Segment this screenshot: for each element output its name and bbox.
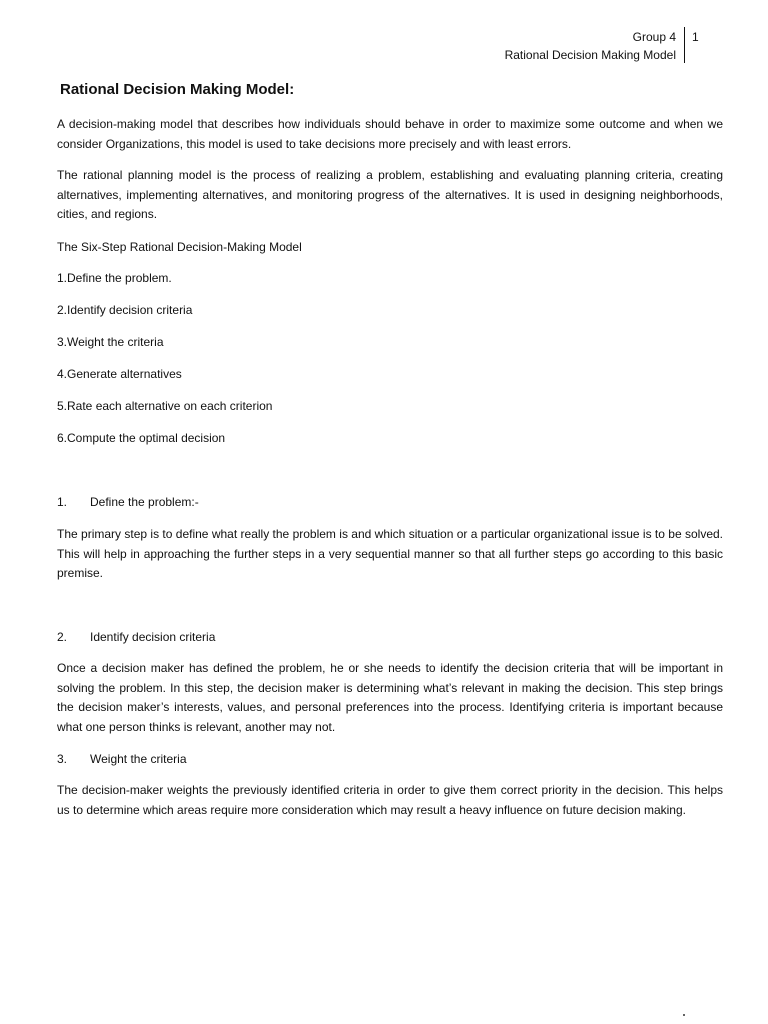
paragraph-text: The rational planning model is the process of realizing a problem, establishing and evaluating planning criteria, creating alternatives, implementing alternatives, and monitoring progress of the alternatives. It is used in designing neighborhoods, cities, and regions.	[57, 168, 723, 221]
step-item: 3.Weight the criteria	[57, 335, 164, 349]
section-heading	[57, 750, 187, 768]
page-number: 1	[692, 30, 699, 44]
paragraph-text: The primary step is to define what really the problem is and which situation or a particular organizational issue is to be solved. This will help in approaching the further steps in a very sequential manner so that all further steps go according to this basic premise.	[57, 527, 723, 580]
section-heading	[57, 493, 199, 511]
intro-paragraph-1	[57, 115, 723, 154]
paragraph-text: The decision-maker weights the previously identified criteria in order to give them correct priority in the decision. This helps us to determine which areas require more consideration which may result a heavy influence on future decision making.	[57, 783, 723, 817]
paragraph-text: Once a decision maker has defined the problem, he or she needs to identify the decision criteria that will be important in solving the problem. In this step, the decision maker is determining what’s relevant in making the decision. This step brings the decision maker’s interests, values, and personal preferences into the process. Identifying criteria is important because what one person thinks is relevant, another may not.	[57, 661, 723, 734]
header-subtitle: Rational Decision Making Model	[504, 48, 676, 62]
header-group: Group 4	[632, 30, 676, 44]
section-paragraph	[57, 659, 723, 737]
section-heading	[57, 628, 215, 646]
page-title: Rational Decision Making Model:	[60, 81, 295, 98]
step-item: 5.Rate each alternative on each criterion	[57, 399, 273, 413]
section-number: 3.	[57, 752, 68, 766]
section-paragraph	[57, 525, 723, 584]
step-item: 6.Compute the optimal decision	[57, 431, 226, 445]
stray-mark	[683, 1014, 685, 1016]
intro-paragraph-2	[57, 166, 723, 225]
paragraph-text: A decision-making model that describes how individuals should behave in order to maximize some outcome and when we consider Organizations, this model is used to take decisions more precisely and with least errors.	[57, 117, 723, 151]
section-title: Weight the criteria	[90, 752, 187, 766]
step-item: 1.Define the problem.	[57, 271, 172, 285]
section-paragraph	[57, 781, 723, 820]
section-title: Identify decision criteria	[90, 630, 216, 644]
section-number: 1.	[57, 495, 68, 509]
header-divider	[684, 27, 685, 63]
section-title: Define the problem:-	[90, 495, 199, 509]
section-number: 2.	[57, 630, 68, 644]
running-header	[505, 28, 676, 64]
step-item: 4.Generate alternatives	[57, 367, 182, 381]
steps-heading: The Six-Step Rational Decision-Making Model	[57, 240, 302, 254]
step-item: 2.Identify decision criteria	[57, 303, 193, 317]
